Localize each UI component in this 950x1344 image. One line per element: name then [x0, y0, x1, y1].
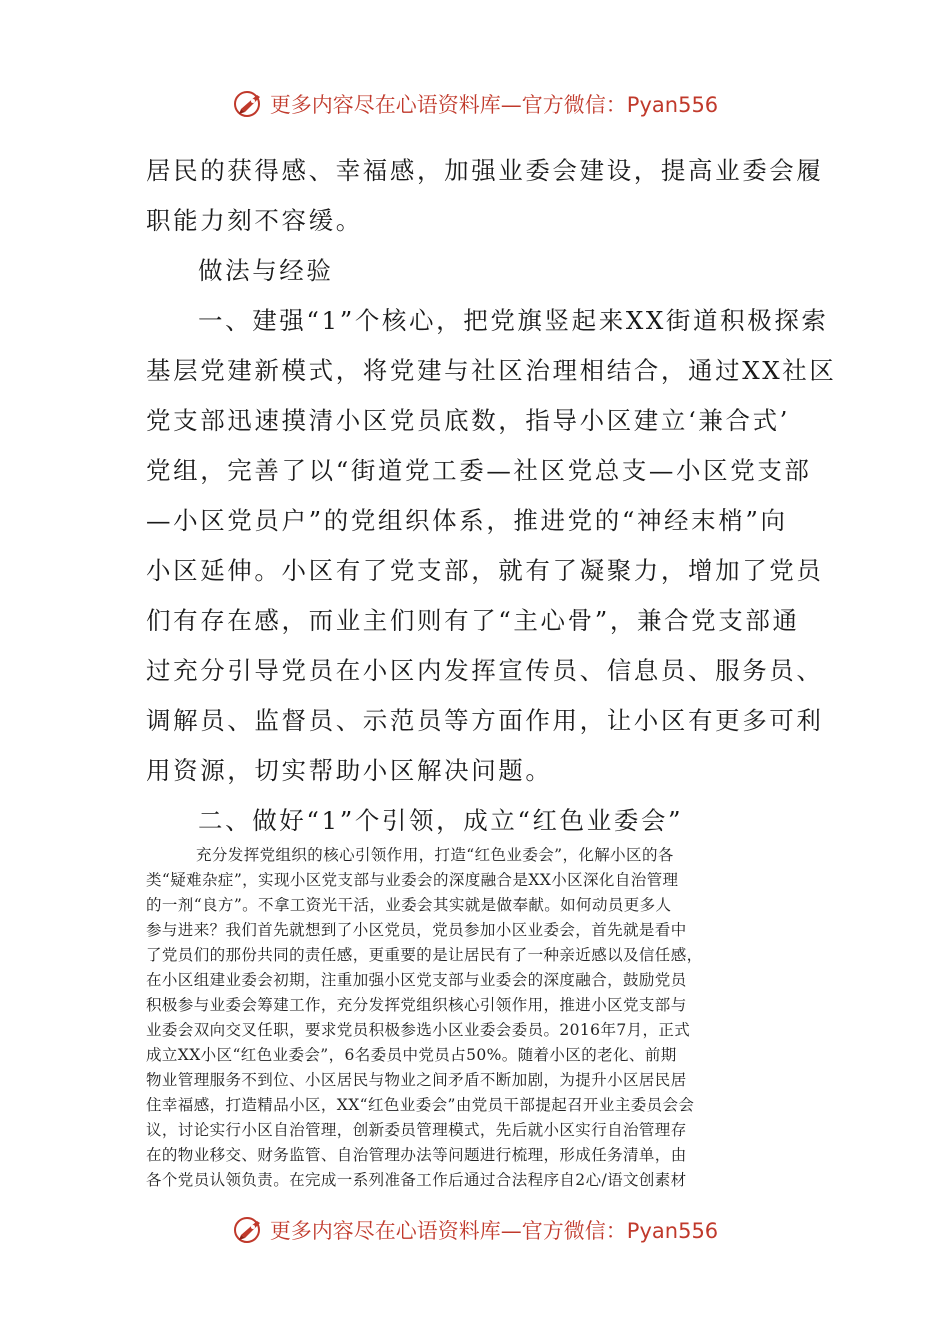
paragraph-line: 党组，完善了以“街道党工委—社区党总支—小区党支部	[146, 456, 812, 485]
watermark-text: 更多内容尽在心语资料库—官方微信：Pyan556	[269, 1219, 719, 1243]
pen-logo-icon	[232, 1213, 266, 1247]
paragraph-line: 业委会双向交叉任职，要求党员积极参选小区业委会委员。2016年7月，正式	[146, 1021, 691, 1039]
paragraph-line: 类“疑难杂症”，实现小区党支部与业委会的深度融合是XX小区深化自治管理	[146, 871, 679, 889]
paragraph-line: 调解员、监督员、示范员等方面作用，让小区有更多可利	[146, 706, 824, 735]
paragraph-line: 基层党建新模式，将党建与社区治理相结合，通过XX社区	[146, 356, 837, 385]
paragraph-line: 充分发挥党组织的核心引领作用，打造“红色业委会”，化解小区的各	[196, 846, 674, 864]
paragraph-line: 小区延伸。小区有了党支部，就有了凝聚力，增加了党员	[146, 556, 824, 585]
paragraph-line: —小区党员户”的党组织体系，推进党的“神经末梢”向	[146, 506, 788, 535]
footer-watermark	[0, 1210, 950, 1250]
paragraph-line: 各个党员认领负责。在完成一系列准备工作后通过合法程序自2心/语文创素材	[146, 1171, 687, 1189]
paragraph-line: 积极参与业委会筹建工作，充分发挥党组织核心引领作用，推进小区党支部与	[146, 996, 687, 1014]
watermark-text: 更多内容尽在心语资料库—官方微信：Pyan556	[269, 93, 719, 117]
paragraph-line: 用资源，切实帮助小区解决问题。	[146, 756, 553, 785]
paragraph-line: 在的物业移交、财务监管、自治管理办法等问题进行梳理，形成任务清单，由	[146, 1146, 687, 1164]
paragraph-line: 物业管理服务不到位、小区居民与物业之间矛盾不断加剧，为提升小区居民居	[146, 1071, 687, 1089]
paragraph-line: 居民的获得感、幸福感，加强业委会建设，提高业委会履	[146, 156, 824, 185]
main-body	[146, 146, 837, 846]
section-heading: 二、做好“1”个引领，成立“红色业委会”	[198, 806, 684, 835]
small-paragraph	[146, 843, 812, 1193]
paragraph-line: 党支部迅速摸清小区党员底数，指导小区建立‘兼合式’	[146, 406, 791, 435]
paragraph-line: 过充分引导党员在小区内发挥宣传员、信息员、服务员、	[146, 656, 824, 685]
paragraph-line: 议，讨论实行小区自治管理，创新委员管理模式，先后就小区实行自治管理存	[146, 1121, 687, 1139]
paragraph-line: 成立XX小区“红色业委会”，6名委员中党员占50%。随着小区的老化、前期	[146, 1046, 677, 1064]
header-watermark	[0, 84, 950, 124]
paragraph-line: 职能力刻不容缓。	[146, 206, 363, 235]
paragraph-line: 在小区组建业委会初期，注重加强小区党支部与业委会的深度融合，鼓励党员	[146, 971, 687, 989]
section-heading: 做法与经验	[198, 256, 334, 285]
paragraph-line: 们有存在感，而业主们则有了“主心骨”，兼合党支部通	[146, 606, 800, 635]
paragraph-line: 一、建强“1”个核心，把党旗竖起来XX街道积极探索	[198, 306, 829, 335]
paragraph-line: 了党员们的那份共同的责任感，更重要的是让居民有了一种亲近感以及信任感，	[146, 946, 703, 964]
paragraph-line: 住幸福感，打造精品小区，XX“红色业委会”由党员干部提起召开业主委员会会	[146, 1096, 695, 1114]
pen-logo-icon	[232, 87, 266, 121]
paragraph-line: 的一剂“良方”。不拿工资光干活，业委会其实就是做奉献。如何动员更多人	[146, 896, 672, 914]
paragraph-line: 参与进来？我们首先就想到了小区党员，党员参加小区业委会，首先就是看中	[146, 921, 687, 939]
